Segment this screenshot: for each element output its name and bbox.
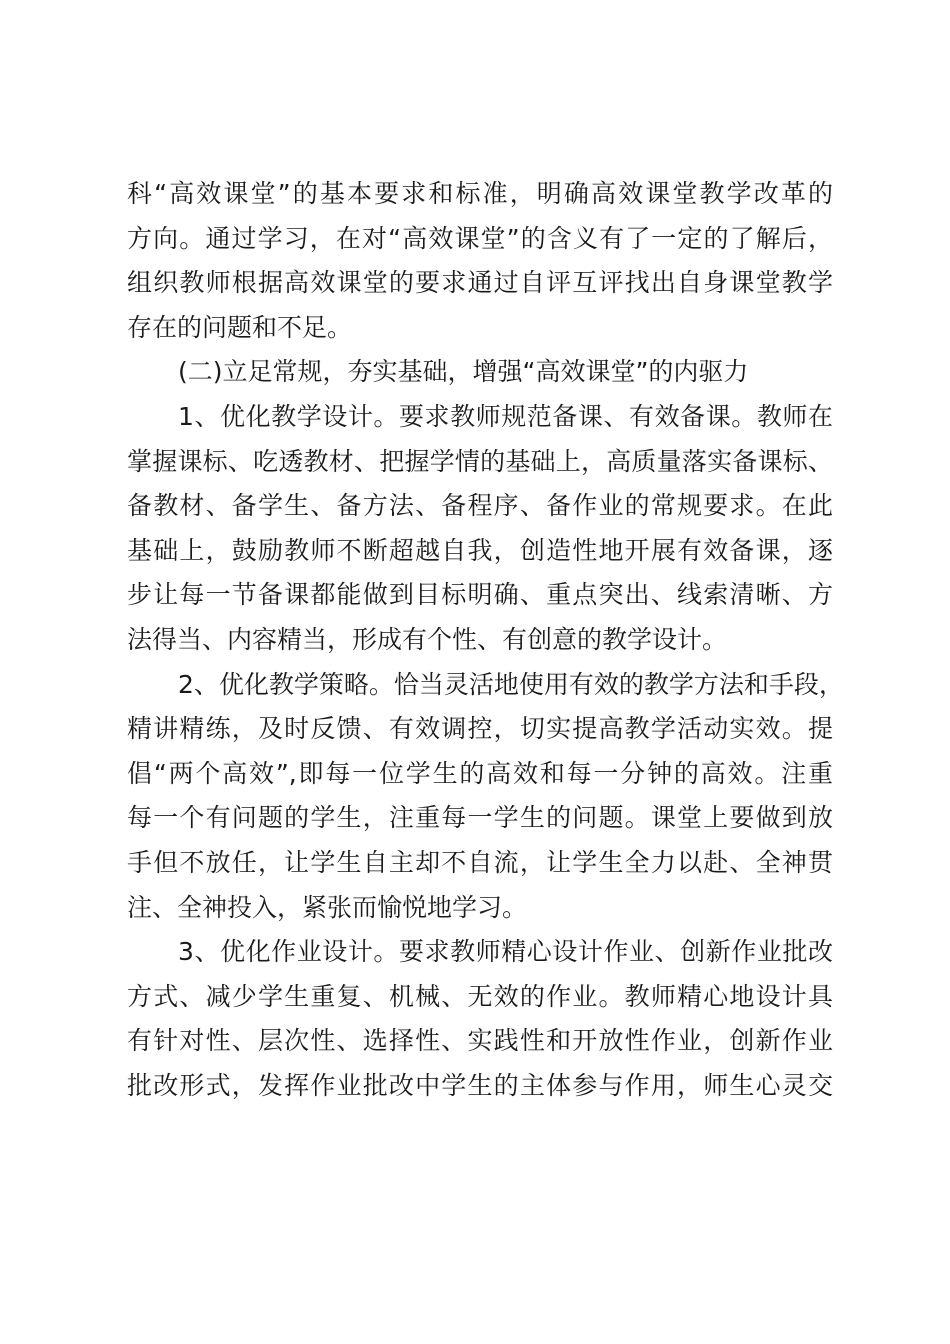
text-line: 方向。通过学习，在对“高效课堂”的含义有了一定的了解后， bbox=[127, 223, 833, 253]
text-line: 1、优化教学设计。要求教师规范备课、有效备课。教师在 bbox=[178, 401, 833, 431]
text-line: 注、全神投入，紧张而愉悦地学习。 bbox=[127, 892, 528, 922]
text-line: 精讲精练，及时反馈、有效调控，切实提高教学活动实效。提 bbox=[127, 714, 833, 744]
text-line: 法得当、内容精当，形成有个性、有创意的教学设计。 bbox=[127, 624, 728, 654]
text-line: 掌握课标、吃透教材、把握学情的基础上，高质量落实备课标、 bbox=[127, 446, 833, 476]
text-line: 方式、减少学生重复、机械、无效的作业。教师精心地设计具 bbox=[127, 981, 833, 1011]
text-line: 组织教师根据高效课堂的要求通过自评互评找出自身课堂教学 bbox=[127, 268, 833, 298]
text-line: 有针对性、层次性、选择性、实践性和开放性作业，创新作业 bbox=[127, 1026, 833, 1056]
text-line: 手但不放任，让学生自主却不自流，让学生全力以赴、全神贯 bbox=[127, 847, 833, 877]
text-line: 倡“两个高效”,即每一位学生的高效和每一分钟的高效。注重 bbox=[127, 758, 833, 788]
text-line: 存在的问题和不足。 bbox=[127, 312, 353, 342]
text-line: 每一个有问题的学生，注重每一学生的问题。课堂上要做到放 bbox=[127, 803, 833, 833]
section-heading: (二)立足常规，夯实基础，增强“高效课堂”的内驱力 bbox=[178, 357, 749, 387]
text-line: 基础上，鼓励教师不断超越自我，创造性地开展有效备课，逐 bbox=[127, 535, 833, 565]
body-text bbox=[127, 172, 844, 1108]
text-line: 备教材、备学生、备方法、备程序、备作业的常规要求。在此 bbox=[127, 491, 833, 521]
text-line: 步让每一节备课都能做到目标明确、重点突出、线索清晰、方 bbox=[127, 580, 833, 610]
text-line: 批改形式，发挥作业批改中学生的主体参与作用，师生心灵交 bbox=[127, 1070, 833, 1100]
text-line: 2、优化教学策略。恰当灵活地使用有效的教学方法和手段， bbox=[178, 669, 844, 699]
text-line: 科“高效课堂”的基本要求和标准，明确高效课堂教学改革的 bbox=[127, 179, 833, 208]
text-line: 3、优化作业设计。要求教师精心设计作业、创新作业批改 bbox=[178, 937, 833, 967]
